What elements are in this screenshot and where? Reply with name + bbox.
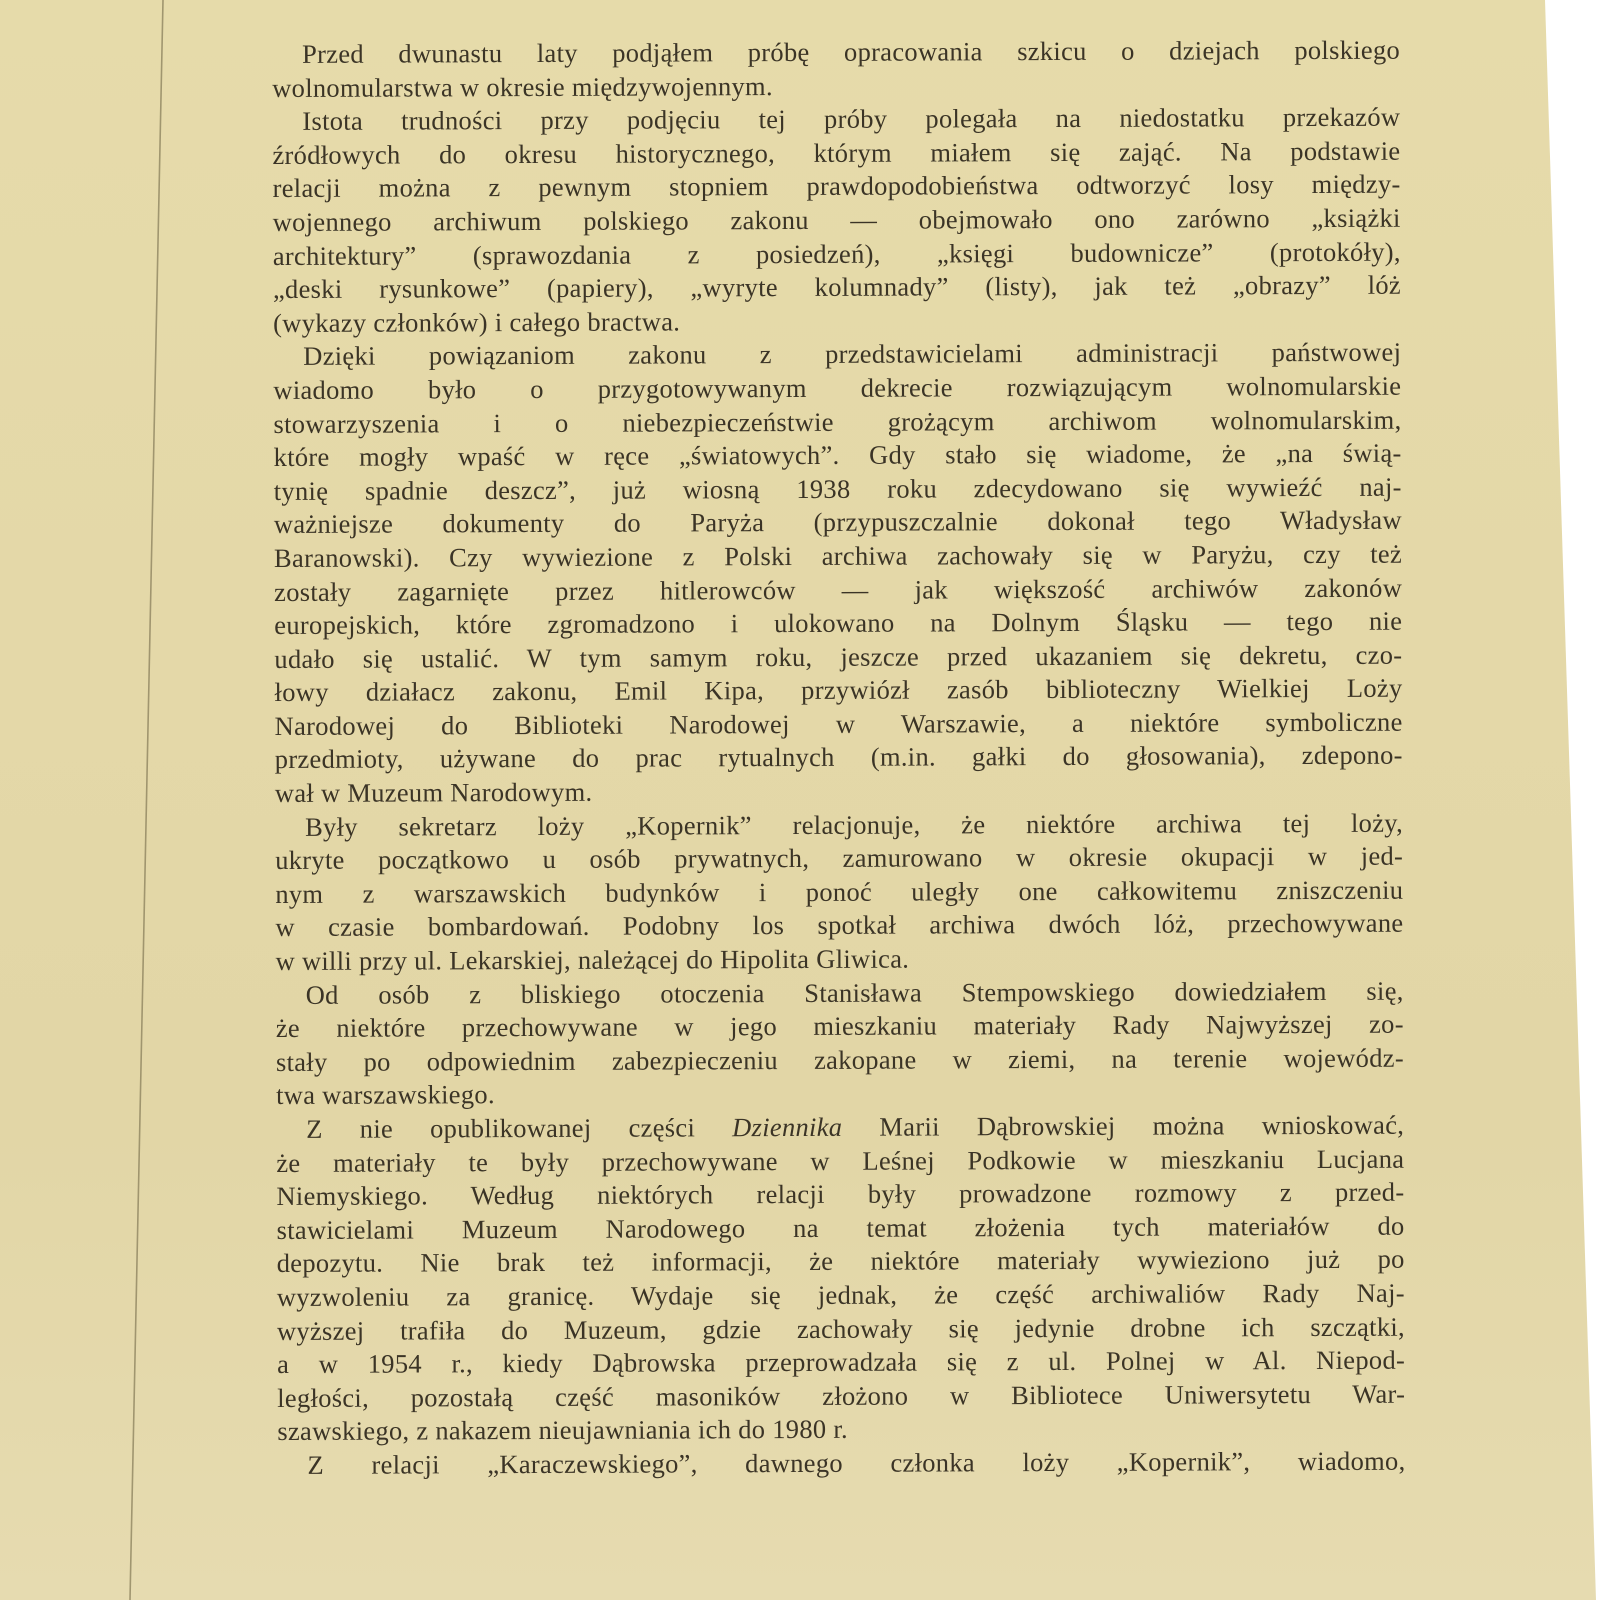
paragraph [272,34,1400,106]
text-line: udało się ustalić. W tym samym roku, jeszcze przed ukazaniem się dekretu, czo- [274,639,1403,674]
text-line: „deski rysunkowe” (papiery), „wyryte kolumnady” (listy), jak też „obrazy” lóż [272,269,1402,305]
text-line: Przed dwunastu laty podjąłem próbę opracowania szkicu o dziejach polskiego [302,34,1401,69]
text-line: Dzięki powiązaniom zakonu z przedstawicielami administracji państwowej [303,337,1402,372]
text-line: wojennego archiwum polskiego zakonu — obejmowało ono zarówno „książki [272,202,1401,237]
text-line: Z relacji „Karaczewskiego”, dawnego członka loży „Kopernik”, wiadomo, [307,1445,1406,1480]
body-text [272,34,1406,1483]
text-line: nym z warszawskich budynków i ponoć uległy one całkowitemu zniszczeniu [275,874,1404,909]
text-line: wyzwoleniu za granicę. Wydaje się jednak, że część archiwaliów Rady Naj- [276,1277,1405,1312]
text-line: ukryte początkowo u osób prywatnych, zamurowano w okresie okupacji w jed- [275,840,1404,876]
paragraph [276,974,1405,1113]
text-line: przedmioty, używane do prac rytualnych (m.in. gałki do głosowania), zdepono- [274,740,1403,775]
paragraph [277,1445,1405,1483]
text-line: stawicielami Muzeum Narodowego na temat złożenia tych materiałów do [276,1210,1405,1245]
text-line: wał w Muzeum Narodowym. [274,776,593,809]
text-line: ważniejsze dokumenty do Paryża (przypuszczalnie dokonał tego Władysław [273,504,1402,540]
paragraph [272,101,1401,340]
italic-title: Dziennika [732,1111,843,1143]
text-line: że niektóre przechowywane w jego mieszkaniu materiały Rady Najwyższej zo- [275,1008,1404,1044]
text-line: Narodowej do Biblioteki Narodowej w Warszawie, a niektóre symboliczne [274,706,1403,741]
text-line: stały po odpowiednim zabezpieczeniu zakopane w ziemi, na terenie wojewódz- [275,1042,1404,1077]
text-line: łowy działacz zakonu, Emil Kipa, przywiózł zasób biblioteczny Wielkiej Loży [274,672,1403,708]
text-line: zostały zagarnięte przez hitlerowców — jak większość archiwów zakonów [274,572,1403,607]
text-line: depozytu. Nie brak też informacji, że niektóre materiały wywieziono już po [276,1244,1405,1279]
text-line: Z nie opublikowanej części Dziennika Marii Dąbrowskiej można wnioskować, [306,1109,1405,1144]
text-line: źródłowych do okresu historycznego, którym miałem się zająć. Na podstawie [272,135,1401,170]
text-line: wiadomo było o przygotowywanym dekrecie rozwiązującym wolnomularskie [273,370,1402,405]
text-line: architektury” (sprawozdania z posiedzeń), „księgi budownicze” (protokóły), [272,236,1401,271]
text-line: a w 1954 r., kiedy Dąbrowska przeprowadzała się z ul. Polnej w Al. Niepod- [277,1344,1406,1380]
text-line: w willi przy ul. Lekarskiej, należącej do Hipolita Gliwica. [275,943,910,977]
text-line: szawskiego, z nakazem nieujawniania ich do 1980 r. [277,1414,848,1447]
text-line: relacji można z pewnym stopniem prawdopodobieństwa odtworzyć losy między- [272,169,1401,204]
text-line: które mogły wpaść w ręce „światowych”. Gdy stało się wiadome, że „na świą- [273,437,1402,473]
text-line: europejskich, które zgromadzono i ulokowano na Dolnym Śląsku — tego nie [274,605,1403,641]
text-line: Istota trudności przy podjęciu tej próby polegała na niedostatku przekazów [302,101,1401,137]
paragraph [276,1109,1405,1449]
text-line: w czasie bombardowań. Podobny los spotkał archiwa dwóch lóż, przechowywane [275,908,1404,943]
text-line: Baranowski). Czy wywiezione z Polski archiwa zachowały się w Paryżu, czy też [273,538,1403,573]
text-line: tynię spadnie deszcz”, już wiosną 1938 roku zdecydowano się wywieźć naj- [273,471,1402,506]
text-line: że materiały te były przechowywane w Leśnej Podkowie w mieszkaniu Lucjana [276,1143,1405,1178]
text-line: stowarzyszenia i o niebezpieczeństwie grożącym archiwom wolnomularskim, [273,404,1402,439]
text-line: (wykazy członków) i całego bractwa. [273,306,681,338]
text-line: wolnomularstwa w okresie międzywojennym. [272,70,773,103]
text-line: Niemyskiego. Według niektórych relacji były prowadzone rozmowy z przed- [276,1176,1405,1212]
text-line: ległości, pozostałą część masoników złożono w Bibliotece Uniwersytetu War- [277,1378,1406,1413]
text-line: Od osób z bliskiego otoczenia Stanisława Stempowskiego dowiedziałem się, [305,975,1404,1010]
text-line: wyższej trafiła do Muzeum, gdzie zachowały się jedynie drobne ich szczątki, [276,1311,1406,1346]
paragraph [275,806,1404,978]
text-line: Były sekretarz loży „Kopernik” relacjonuje, że niektóre archiwa tej loży, [304,807,1404,842]
paragraph [273,336,1403,811]
text-line: twa warszawskiego. [276,1079,495,1111]
